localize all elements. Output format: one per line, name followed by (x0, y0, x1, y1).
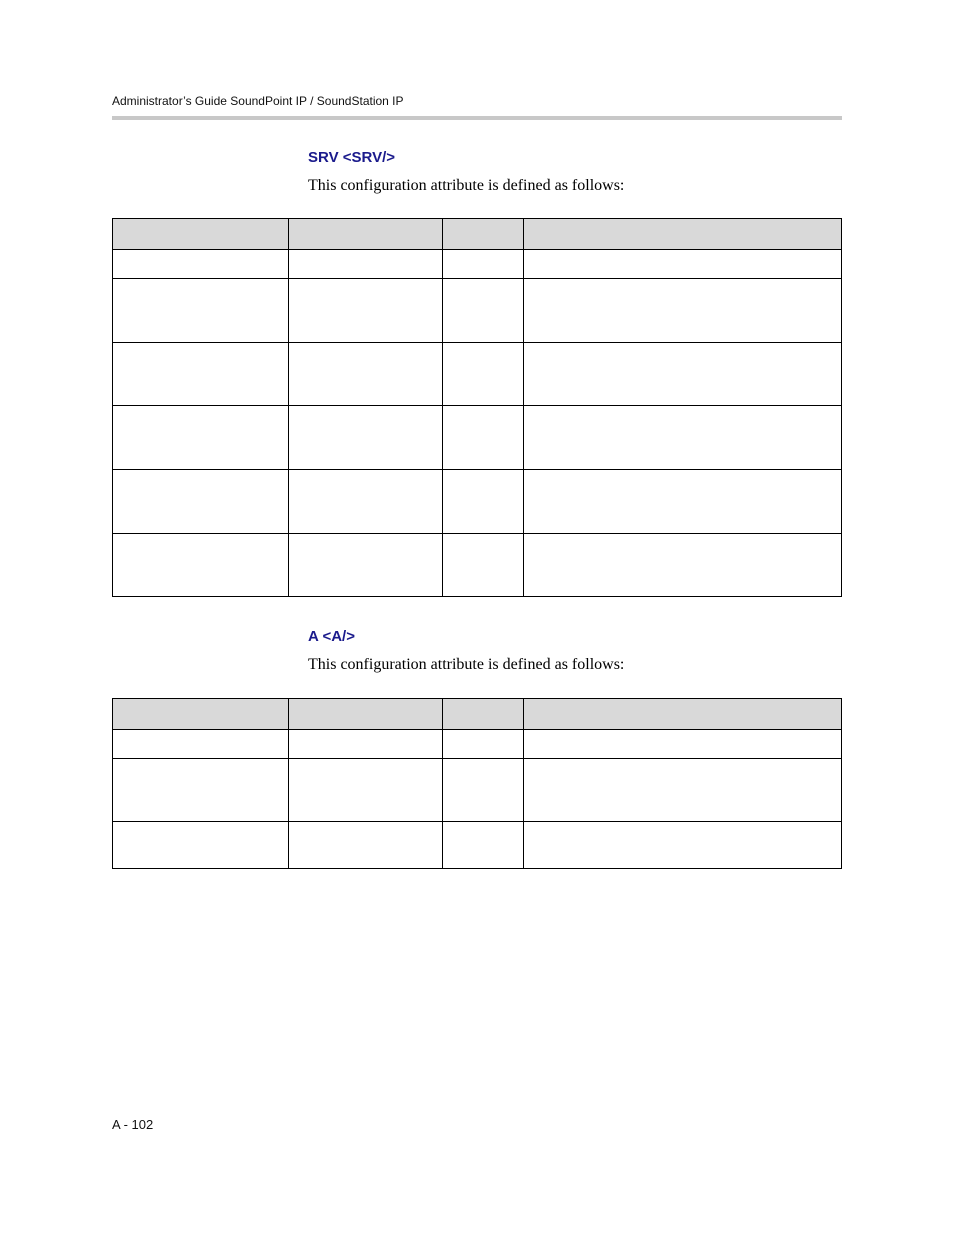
table-cell (113, 730, 289, 759)
table-cell (443, 470, 524, 534)
table-cell (443, 534, 524, 597)
table-cell (443, 822, 524, 869)
table-cell (443, 759, 524, 822)
section-intro-a: This configuration attribute is defined as follows: (308, 656, 625, 673)
table-row (113, 406, 842, 470)
header-cell (524, 219, 842, 250)
section-heading-a: A <A/> (308, 628, 355, 645)
table-cell (289, 534, 443, 597)
table-cell (524, 730, 842, 759)
table-cell (113, 822, 289, 869)
table-cell (289, 406, 443, 470)
table-cell (443, 343, 524, 406)
table-cell (524, 250, 842, 279)
table-cell (113, 406, 289, 470)
page-number: A - 102 (112, 1117, 154, 1132)
table-cell (289, 730, 443, 759)
table-cell (524, 759, 842, 822)
header-cell (113, 219, 289, 250)
table-cell (289, 343, 443, 406)
table-cell (289, 822, 443, 869)
table-row (113, 730, 842, 759)
table-cell (524, 470, 842, 534)
section-intro-srv: This configuration attribute is defined as follows: (308, 177, 625, 194)
header-cell (524, 699, 842, 730)
table-cell (443, 406, 524, 470)
header-cell (289, 219, 443, 250)
table-cell (289, 759, 443, 822)
table-row (113, 759, 842, 822)
table-row (113, 279, 842, 343)
table-cell (443, 250, 524, 279)
table-cell (524, 822, 842, 869)
table-row (113, 250, 842, 279)
table-cell (443, 730, 524, 759)
table-row (113, 534, 842, 597)
table-cell (524, 406, 842, 470)
table-cell (289, 279, 443, 343)
table-cell (524, 343, 842, 406)
table-cell (524, 279, 842, 343)
table-header-row (113, 219, 842, 250)
header-cell (443, 219, 524, 250)
table-row (113, 822, 842, 869)
table-cell (443, 279, 524, 343)
header-cell (113, 699, 289, 730)
table-cell (113, 279, 289, 343)
header-rule (112, 116, 842, 120)
header-cell (443, 699, 524, 730)
running-header: Administrator’s Guide SoundPoint IP / SoundStation IP (112, 94, 404, 108)
srv-attribute-table (112, 218, 842, 597)
table-cell (113, 250, 289, 279)
table-cell (289, 250, 443, 279)
table-cell (524, 534, 842, 597)
table-cell (289, 470, 443, 534)
header-cell (289, 699, 443, 730)
section-heading-srv: SRV <SRV/> (308, 149, 395, 166)
table-row (113, 470, 842, 534)
table-cell (113, 534, 289, 597)
table-row (113, 343, 842, 406)
table-header-row (113, 699, 842, 730)
a-attribute-table (112, 698, 842, 869)
table-cell (113, 759, 289, 822)
table-cell (113, 343, 289, 406)
table-cell (113, 470, 289, 534)
